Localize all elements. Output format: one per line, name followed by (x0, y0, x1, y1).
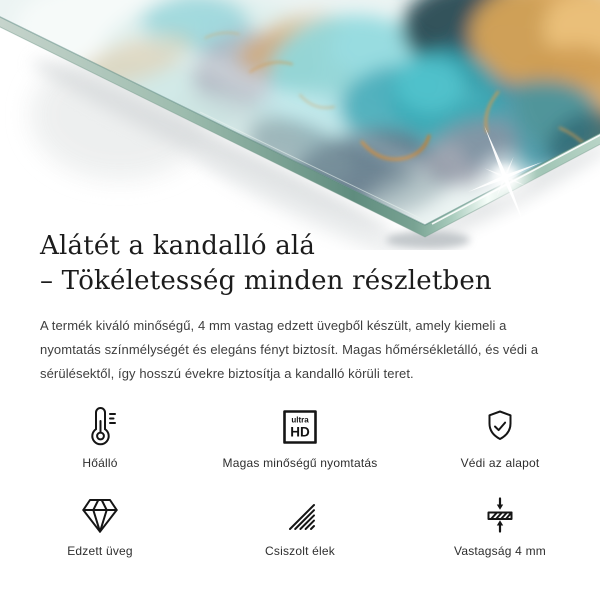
feature-label: Csiszolt élek (265, 544, 335, 558)
page-title-line2: – Tökéletesség minden részletben (40, 265, 492, 296)
feature-label: Vastagság 4 mm (454, 544, 546, 558)
compress-icon (480, 492, 520, 538)
svg-text:HD: HD (290, 424, 310, 440)
feature-protects-base (400, 404, 600, 470)
polished-edges-icon (280, 492, 320, 538)
feature-label: Edzett üveg (67, 544, 133, 558)
shield-check-icon (480, 404, 520, 450)
feature-label: Védi az alapot (460, 456, 540, 470)
page-title-line1: Alátét a kandalló alá (40, 231, 316, 261)
page-title (40, 229, 580, 298)
ultra-hd-icon (280, 404, 320, 450)
features-grid (0, 404, 600, 558)
feature-polished-edges (200, 492, 400, 558)
thermometer-icon (80, 404, 120, 450)
product-description: A termék kiváló minőségű, 4 mm vastag edzett üvegből készült, amely kiemeli a nyomtatás színmélységét és elegáns fényt biztosít. Magas hőmérsékletálló, és védi a sérülésektől, így hosszú évekre biztosítja a kandalló körüli teret. (40, 318, 539, 382)
feature-ultra-hd-print (200, 404, 400, 470)
feature-tempered-glass (0, 492, 200, 558)
feature-label: Magas minőségű nyomtatás (222, 456, 378, 470)
feature-heat-resistant (0, 404, 200, 470)
product-image (0, 0, 600, 250)
svg-text:ultra: ultra (291, 415, 309, 425)
feature-label: Hőálló (82, 456, 118, 470)
feature-thickness (400, 492, 600, 558)
glass-panel-illustration (0, 0, 600, 250)
gem-icon (80, 492, 120, 538)
